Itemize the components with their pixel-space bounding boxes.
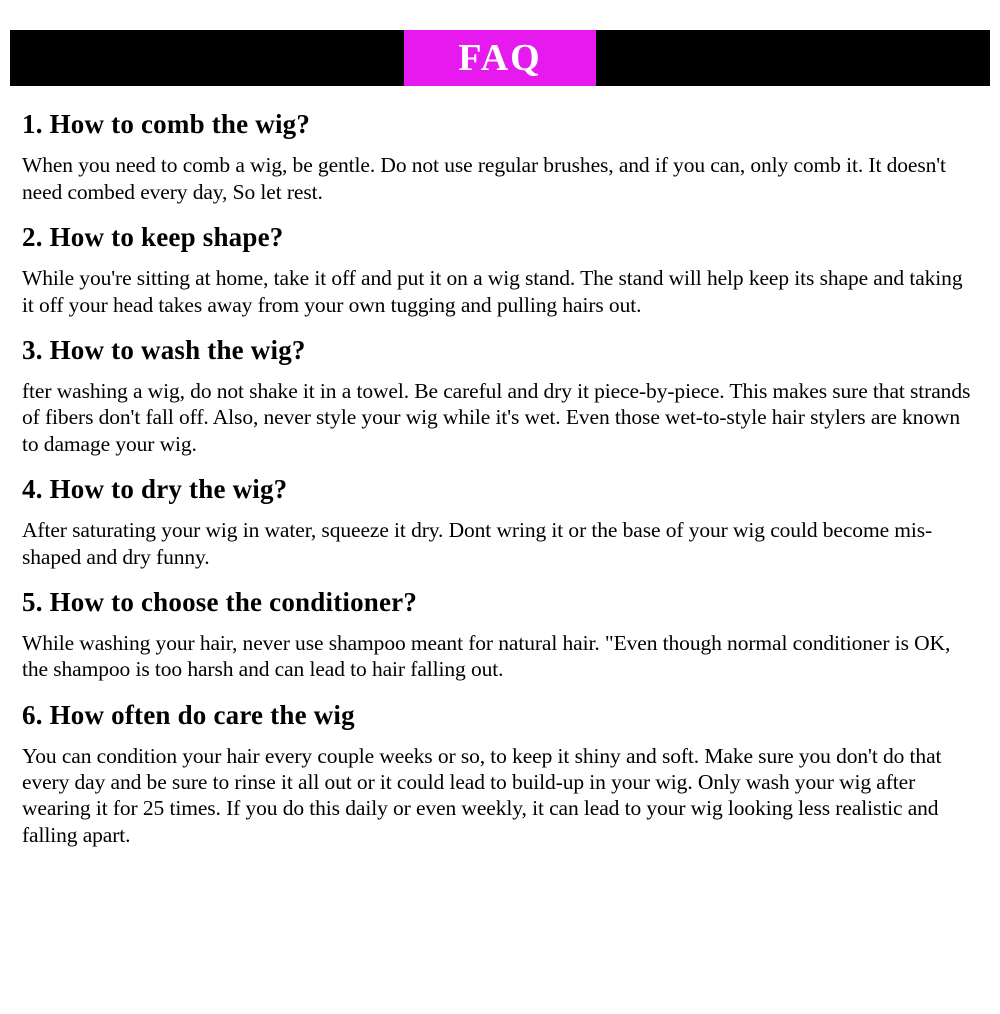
faq-question: 4. How to dry the wig? [22,473,288,504]
faq-item [22,471,978,570]
faq-question: 6. How often do care the wig [22,699,355,730]
faq-question: 3. How to wash the wig? [22,334,306,365]
faq-item [22,584,978,683]
faq-item [22,106,978,205]
faq-answer: fter washing a wig, do not shake it in a towel. Be careful and dry it piece-by-piece. This makes sure that strands of fibers don't fall off. Also, never style your wig while it's wet. Even those wet-to-style hair stylers are known to damage your wig. [22,379,971,456]
faq-answer: While you're sitting at home, take it off and put it on a wig stand. The stand will help keep its shape and taking it off your head takes away from your own tugging and pulling hairs out. [22,266,963,317]
faq-item [22,697,978,848]
faq-question: 5. How to choose the conditioner? [22,586,418,617]
faq-page [0,30,1000,1014]
faq-item [22,219,978,318]
faq-banner [10,30,990,86]
faq-question: 1. How to comb the wig? [22,109,311,139]
faq-question: 2. How to keep shape? [22,221,284,252]
faq-answer: You can condition your hair every couple weeks or so, to keep it shiny and soft. Make sure you don't do that every day and be sure to rinse it all out or it could lead to build-up in your wig. Only wash your wig after wearing it for 25 times. If you do this daily or even weekly, it can lead to your wig looking less realistic and falling apart. [22,744,942,847]
faq-banner-badge [404,30,596,86]
faq-banner-title: FAQ [458,37,542,79]
faq-answer: When you need to comb a wig, be gentle. Do not use regular brushes, and if you can, only comb it. It doesn't need combed every day, So let rest. [22,153,946,204]
faq-item [22,332,978,457]
faq-answer: After saturating your wig in water, squeeze it dry. Dont wring it or the base of your wig could become mis-shaped and dry funny. [22,518,933,569]
faq-list [0,86,1000,848]
faq-answer: While washing your hair, never use shampoo meant for natural hair. "Even though normal conditioner is OK, the shampoo is too harsh and can lead to hair falling out. [22,631,951,682]
